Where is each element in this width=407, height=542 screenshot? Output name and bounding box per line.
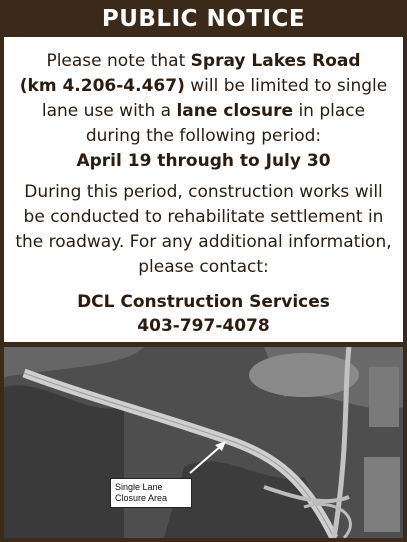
in-place-text: in place during the following period: [85,101,366,146]
closure-term: lane closure [176,101,294,121]
km-range: (km 4.206-4.467) [19,76,185,96]
callout-line-2: Closure Area [115,493,168,503]
contact-phone: 403-797-4078 [137,316,270,336]
notice-title: PUBLIC NOTICE [101,5,306,32]
closure-paragraph [12,49,395,149]
notice-text-panel [4,37,403,342]
intro-text: Please note that [46,51,191,71]
aerial-map [4,347,403,538]
closure-area-callout [110,478,192,508]
road-name: Spray Lakes Road [190,51,361,71]
notice-header [0,0,407,37]
limited-text: will be limited to single lane use with a [41,76,388,121]
details-paragraph: During this period, construction works will be conducted to rehabilitate settlement in the roadway. For any additional information, please contact: [15,182,392,277]
contact-name: DCL Construction Services [77,292,330,312]
callout-line-1: Single Lane [115,482,163,492]
closure-dates: April 19 through to July 30 [76,151,331,171]
aerial-map-image [4,347,403,538]
